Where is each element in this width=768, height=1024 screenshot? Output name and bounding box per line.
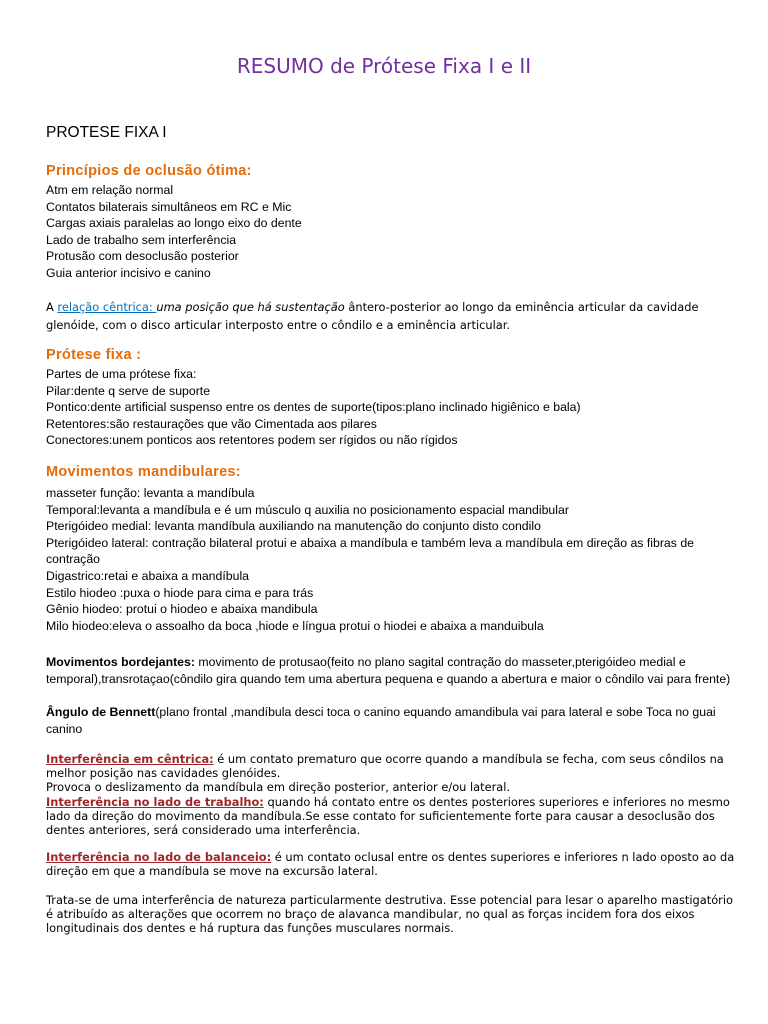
- list-item: Conectores:unem ponticos aos retentores podem ser rígidos ou não rígidos: [46, 433, 458, 448]
- italic-text: uma posição que há sustentação: [156, 300, 345, 314]
- principios-list: [46, 182, 736, 282]
- list-item: Gênio hiodeo: protui o hiodeo e abaixa mandibula: [46, 602, 318, 617]
- bold-label: Ângulo de Bennett: [46, 705, 156, 719]
- list-item: Cargas axiais paralelas ao longo eixo do dente: [46, 216, 302, 231]
- paragraph-relacao-centrica: [46, 299, 736, 334]
- list-item: Pterigóideo lateral: contração bilateral protui e abaixa a mandíbula e também leva a mandíbula em direção as fibras de contração: [46, 535, 695, 567]
- interferencia-balanceio-link[interactable]: Interferência no lado de balanceio:: [46, 850, 272, 864]
- protese-list: [46, 366, 736, 449]
- list-item: masseter função: levanta a mandíbula: [46, 486, 255, 500]
- movimentos-list: [46, 485, 736, 634]
- text: quando há contato entre os dentes posteriores superiores e inferiores no mesmo lado da direção do movimento da mandíbula.Se esse contato for suficientemente forte para causar a desoclusão dos dentes anteriores, será considerado uma interferência.: [46, 794, 730, 838]
- list-item: Milo hiodeo:eleva o assoalho da boca ,hiode e língua protui o hiodei e abaixa a manduibula: [46, 618, 544, 633]
- section-heading-protese-fixa-i: PROTESE FIXA I: [46, 124, 167, 141]
- list-item: Digastrico:retai e abaixa a mandíbula: [46, 568, 250, 583]
- list-item: Retentores:são restaurações que vão Cimentada aos pilares: [46, 416, 377, 431]
- paragraph-bennett: [46, 704, 736, 738]
- list-item: Estilo hiodeo :puxa o hiode para cima e para trás: [46, 585, 314, 600]
- list-item: Lado de trabalho sem interferência: [46, 232, 237, 247]
- text: ântero-posterior ao longo da eminência articular da cavidade glenóide, com o disco articular interposto entre o côndilo e a eminência articular.: [46, 300, 699, 332]
- text: é um contato prematuro que ocorre quando a mandíbula se fecha, com seus côndilos na melhor posição nas cavidades glenóides.: [46, 752, 724, 781]
- text: A: [46, 300, 58, 314]
- text: movimento de protusao(feito no plano sagital contração do masseter,pterigóideo medial e temporal),transrotaçao(côndilo gira quando tem uma abertura pequena e quando a abertura e maior o côndilo vai para frente): [46, 655, 731, 686]
- text-line: Provoca o deslizamento da mandíbula em direção posterior, anterior e/ou lateral.: [46, 780, 511, 795]
- bold-label: Movimentos bordejantes:: [46, 655, 195, 669]
- list-item: Temporal:levanta a mandíbula e é um músculo q auxilia no posicionamento espacial mandibular: [46, 502, 569, 517]
- interferencia-trabalho-link[interactable]: Interferência no lado de trabalho:: [46, 794, 264, 809]
- list-item: Contatos bilaterais simultâneos em RC e Mic: [46, 199, 292, 214]
- paragraph-interferencia-centrica: [46, 752, 736, 837]
- interferencia-centrica-link[interactable]: Interferência em cêntrica:: [46, 752, 214, 766]
- list-item: Protusão com desoclusão posterior: [46, 249, 239, 264]
- paragraph-trata-se: Trata-se de uma interferência de natureza particularmente destrutiva. Esse potencial para lesar o aparelho mastigatório é atribuído as alterações que ocorrem no braço de alavanca mandibular, no qual as forças incidem fora dos eixos longitudinais dos dentes e há ruptura das funções musculares normais.: [46, 893, 734, 936]
- page-title: RESUMO de Prótese Fixa I e II: [236, 54, 532, 78]
- heading-principios: Princípios de oclusão ótima:: [46, 163, 252, 179]
- text: é um contato oclusal entre os dentes superiores e inferiores n lado oposto ao da direção em que a mandíbula se move na excursão lateral.: [46, 850, 735, 879]
- list-item: Partes de uma prótese fixa:: [46, 367, 197, 381]
- list-item: Guia anterior incisivo e canino: [46, 265, 211, 280]
- list-item: Atm em relação normal: [46, 183, 174, 197]
- list-item: Pontico:dente artificial suspenso entre os dentes de suporte(tipos:plano inclinado higiênico e bala): [46, 400, 581, 415]
- list-item: Pilar:dente q serve de suporte: [46, 383, 211, 398]
- paragraph-interferencia-balanceio: [46, 850, 736, 878]
- list-item: Pterigóideo medial: levanta mandíbula auxiliando na manutenção do conjunto disto condilo: [46, 519, 541, 534]
- paragraph-bordejantes: [46, 654, 736, 688]
- heading-movimentos: Movimentos mandibulares:: [46, 464, 241, 480]
- text: (plano frontal ,mandíbula desci toca o canino equando amandibula vai para lateral e sobe Toca no guai canino: [46, 705, 716, 736]
- heading-protese-fixa: Prótese fixa :: [46, 347, 142, 363]
- relacao-centrica-link[interactable]: relação cêntrica:: [57, 300, 157, 314]
